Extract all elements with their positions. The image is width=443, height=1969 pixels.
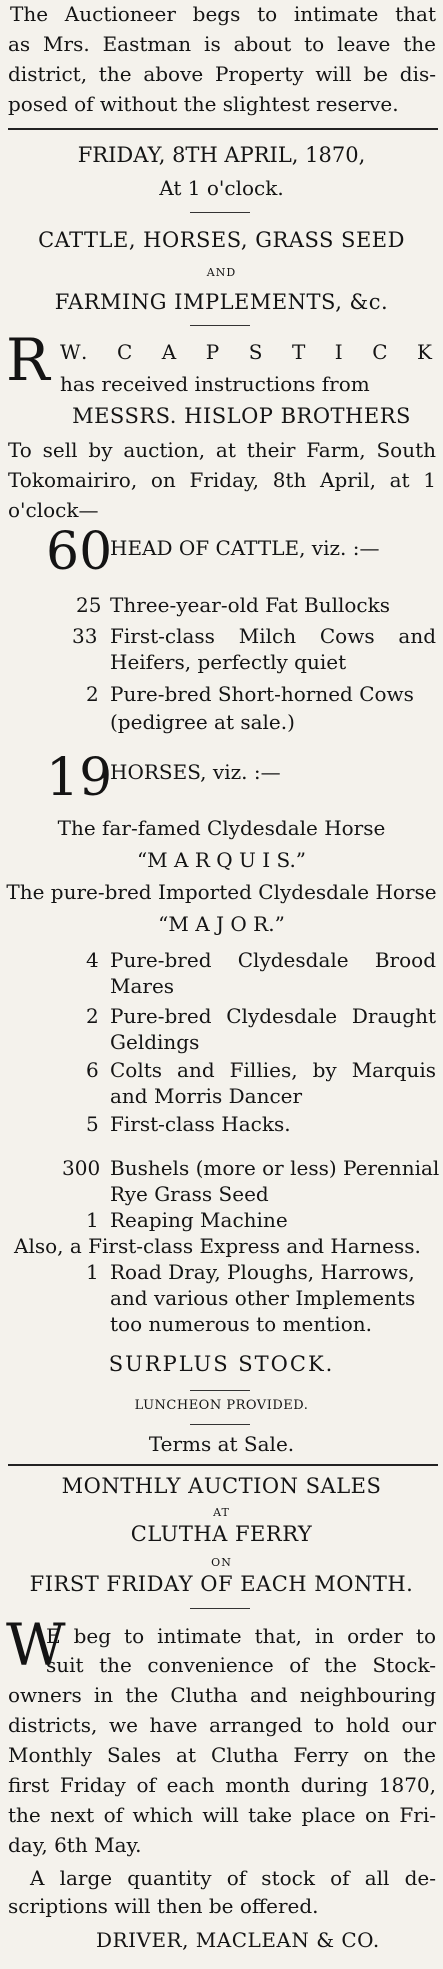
monthly-title: MONTHLY AUCTION SALES xyxy=(61,1474,382,1498)
short-divider xyxy=(190,325,250,326)
notice-line: owners in the Clutha and neighbouring xyxy=(8,1683,436,1707)
cattle-item: First-class Milch Cows and xyxy=(110,624,436,648)
short-divider xyxy=(190,1424,250,1425)
horse-description: The pure-bred Imported Clydesdale Horse xyxy=(6,880,437,904)
horse-name-marquis: “M A R Q U I S.” xyxy=(136,848,307,872)
auctioneer-name: W. C A P S T I C K xyxy=(60,340,436,364)
misc-item: Rye Grass Seed xyxy=(110,1182,269,1206)
short-divider xyxy=(190,212,250,213)
drop-cap-r: R xyxy=(6,326,50,394)
horse-item: Colts and Fillies, by Marquis xyxy=(110,1058,436,1082)
drop-cap-w: W xyxy=(6,1611,66,1679)
misc-item: Bushels (more or less) Perennial xyxy=(110,1156,440,1180)
horse-item: and Morris Dancer xyxy=(110,1084,303,1108)
horse-description: The far-famed Clydesdale Horse xyxy=(57,816,386,840)
horse-qty: 6 xyxy=(86,1058,99,1082)
also-express: Also, a First-class Express and Harness. xyxy=(14,1234,421,1258)
misc-qty: 1 xyxy=(86,1260,99,1284)
cattle-qty: 25 xyxy=(76,593,102,617)
short-divider xyxy=(190,1390,250,1391)
notice-line: Monthly Sales at Clutha Ferry on the xyxy=(8,1743,436,1767)
misc-qty: 1 xyxy=(86,1208,99,1232)
cattle-item: Three-year-old Fat Bullocks xyxy=(110,593,391,617)
horse-qty: 2 xyxy=(86,1004,99,1028)
notice-line: the next of which will take place on Fri- xyxy=(8,1803,436,1827)
cattle-heading: HEAD OF CATTLE, viz. :— xyxy=(110,536,380,560)
horse-item: Pure-bred Clydesdale Draught xyxy=(110,1004,436,1028)
horse-qty: 5 xyxy=(86,1112,99,1136)
misc-item: Reaping Machine xyxy=(110,1208,288,1232)
horse-item: First-class Hacks. xyxy=(110,1112,291,1136)
divider xyxy=(8,128,438,130)
heading-line-2: FARMING IMPLEMENTS, &c. xyxy=(54,290,389,314)
cattle-count: 60 xyxy=(46,522,113,582)
notice-para2-line: A large quantity of stock of all de- xyxy=(30,1866,436,1890)
cattle-item: Pure-bred Short-horned Cows xyxy=(110,682,414,706)
horses-heading: HORSES, viz. :— xyxy=(110,760,281,784)
sale-date: FRIDAY, 8TH APRIL, 1870, xyxy=(77,143,366,167)
short-divider xyxy=(190,1608,250,1609)
auction-body-line: Tokomairiro, on Friday, 8th April, at 1 xyxy=(8,468,436,492)
monthly-on: ON xyxy=(211,1556,232,1569)
terms-at-sale: Terms at Sale. xyxy=(148,1432,295,1456)
horse-name-major: “M A J O R.” xyxy=(158,912,285,936)
notice-line: suit the convenience of the Stock- xyxy=(46,1653,436,1677)
notice-line: districts, we have arranged to hold our xyxy=(8,1713,436,1737)
auction-body-line: o'clock— xyxy=(8,498,99,522)
heading-and: AND xyxy=(206,266,237,279)
sale-time: At 1 o'clock. xyxy=(159,176,284,200)
monthly-when: FIRST FRIDAY OF EACH MONTH. xyxy=(29,1572,414,1596)
signature: DRIVER, MACLEAN & CO. xyxy=(96,1928,380,1952)
horse-item: Geldings xyxy=(110,1030,200,1054)
horses-count: 19 xyxy=(46,748,113,808)
client-name: MESSRS. HISLOP BROTHERS xyxy=(72,404,411,428)
monthly-at: AT xyxy=(213,1506,230,1519)
cattle-qty: 2 xyxy=(86,682,99,706)
misc-item: too numerous to mention. xyxy=(110,1312,372,1336)
horse-qty: 4 xyxy=(86,948,99,972)
intro-line: district, the above Property will be dis- xyxy=(8,62,436,86)
surplus-stock: SURPLUS STOCK. xyxy=(108,1352,335,1376)
cattle-item: Heifers, perfectly quiet xyxy=(110,650,347,674)
horse-item: Pure-bred Clydesdale Brood xyxy=(110,948,436,972)
heading-line-1: CATTLE, HORSES, GRASS SEED xyxy=(38,228,405,252)
divider xyxy=(8,1464,438,1466)
intro-line: posed of without the slightest reserve. xyxy=(8,92,399,116)
misc-item: and various other Implements xyxy=(110,1286,416,1310)
notice-para2-line: scriptions will then be offered. xyxy=(8,1894,319,1918)
notice-line: first Friday of each month during 1870, xyxy=(8,1773,436,1797)
notice-line: day, 6th May. xyxy=(8,1833,142,1857)
misc-item: Road Dray, Ploughs, Harrows, xyxy=(110,1260,415,1284)
intro-line: as Mrs. Eastman is about to leave the xyxy=(8,32,436,56)
cattle-item: (pedigree at sale.) xyxy=(110,710,295,734)
received-instructions: has received instructions from xyxy=(60,372,370,396)
notice-line: E beg to intimate that, in order to xyxy=(46,1624,436,1648)
auction-body-line: To sell by auction, at their Farm, South xyxy=(8,438,436,462)
intro-line: The Auctioneer begs to intimate that xyxy=(10,2,436,26)
horse-item: Mares xyxy=(110,974,175,998)
misc-qty: 300 xyxy=(62,1156,101,1180)
monthly-place: CLUTHA FERRY xyxy=(130,1522,313,1546)
cattle-qty: 33 xyxy=(72,624,98,648)
luncheon-provided: LUNCHEON PROVIDED. xyxy=(134,1398,309,1413)
